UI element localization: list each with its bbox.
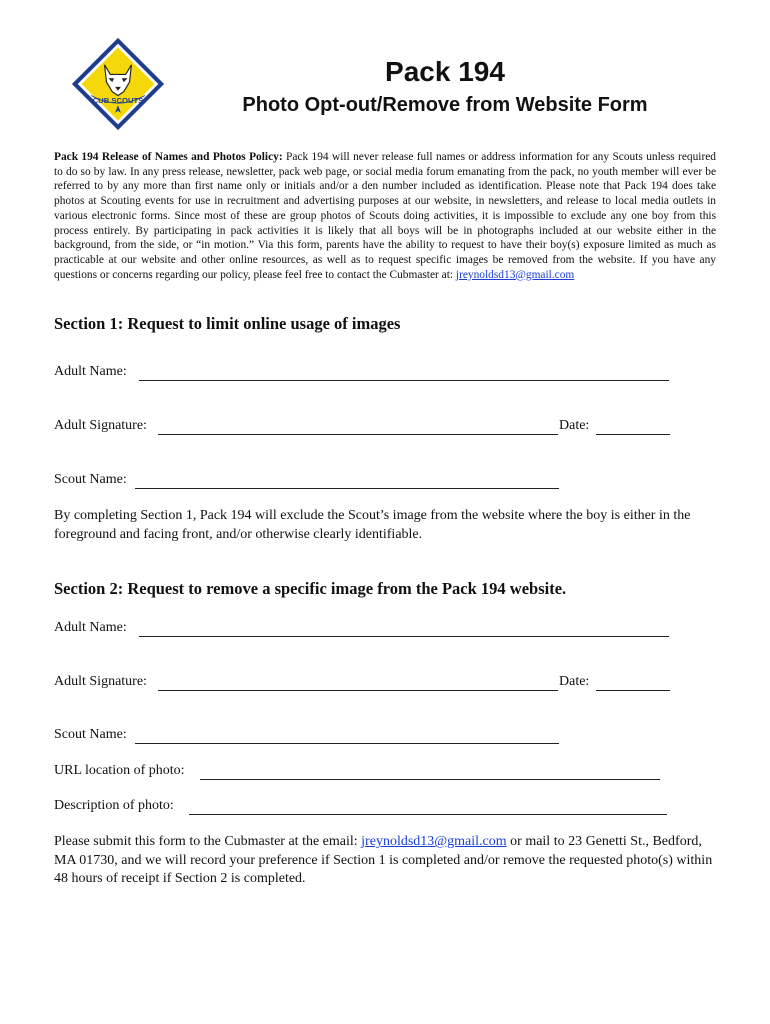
s2-adult-name-label: Adult Name: xyxy=(54,620,127,635)
s1-scout-name-label: Scout Name: xyxy=(54,472,127,487)
s1-adult-signature-label: Adult Signature: xyxy=(54,418,147,433)
s1-adult-name-field[interactable] xyxy=(139,380,669,381)
s2-description-field[interactable] xyxy=(189,814,667,815)
cub-scouts-logo xyxy=(70,36,166,132)
submit-instructions xyxy=(54,833,718,889)
s2-adult-signature-label: Adult Signature: xyxy=(54,674,147,689)
s2-url-label: URL location of photo: xyxy=(54,763,185,778)
s2-url-field[interactable] xyxy=(200,779,660,780)
s1-note: By completing Section 1, Pack 194 will exclude the Scout’s image from the website where the boy is either in the foreground and facing front, and/or otherwise clearly identifiable. xyxy=(54,508,691,542)
s2-adult-signature-field[interactable] xyxy=(158,690,558,691)
s2-scout-name-label: Scout Name: xyxy=(54,727,127,742)
section1-heading: Section 1: Request to limit online usage of images xyxy=(54,314,401,333)
policy-body: Pack 194 will never release full names or address information for any Scouts unless required to do so by law. In any press release, newsletter, pack web page, or social media forum emanating from the pack, no youth member will ever be referred to by any more than first name only or initials and/or a den number included as identification. Please note that Pack 194 does take photos at Scouting events for use in recruitment and advertising purposes at our website, in newsletters, and release to local media outlets in various electronic forms. Since most of these are group photos of Scouts doing activities, it is impossible to exclude any one boy from this process entirely. By participating in pack activities it is likely that all boys will be in photographs included at our website either in the background, from the side, or “in motion.” Via this form, parents have the ability to request to have their boy(s) exposure limited as much as practicable at our website and other online resources, as well as to request specific images be removed from the website. If you have any questions or concerns regarding our policy, please feel free to contact the Cubmaster at: xyxy=(54,151,717,281)
policy-paragraph xyxy=(54,150,716,282)
s2-date-label: Date: xyxy=(559,674,590,689)
page-subtitle: Photo Opt-out/Remove from Website Form xyxy=(242,94,648,116)
submit-instructions-start: Please submit this form to the Cubmaster at the email: xyxy=(54,834,362,849)
s2-adult-name-field[interactable] xyxy=(139,636,669,637)
s2-date-field[interactable] xyxy=(596,690,670,691)
s2-scout-name-field[interactable] xyxy=(135,743,559,744)
policy-email-link[interactable]: jreynoldsd13@gmail.com xyxy=(455,268,575,281)
logo-text: CUB SCOUTS xyxy=(92,96,144,106)
submit-instructions-end: or mail to 23 Genetti St., Bedford, MA 01730, and we will record your preference if Section 1 is completed and/or remove the requested photo(s) within 48 hours of receipt if Section 2 is completed. xyxy=(54,834,713,886)
policy-heading: Pack 194 Release of Names and Photos Policy: xyxy=(54,151,283,163)
footer-email-link[interactable]: jreynoldsd13@gmail.com xyxy=(361,834,507,849)
section2-heading: Section 2: Request to remove a specific image from the Pack 194 website. xyxy=(54,579,567,598)
s1-adult-signature-field[interactable] xyxy=(158,434,558,435)
s1-scout-name-field[interactable] xyxy=(135,488,559,489)
s1-date-label: Date: xyxy=(559,418,590,433)
s2-description-label: Description of photo: xyxy=(54,798,174,813)
page-title: Pack 194 xyxy=(385,56,505,87)
s1-date-field[interactable] xyxy=(596,434,670,435)
s1-adult-name-label: Adult Name: xyxy=(54,364,127,379)
